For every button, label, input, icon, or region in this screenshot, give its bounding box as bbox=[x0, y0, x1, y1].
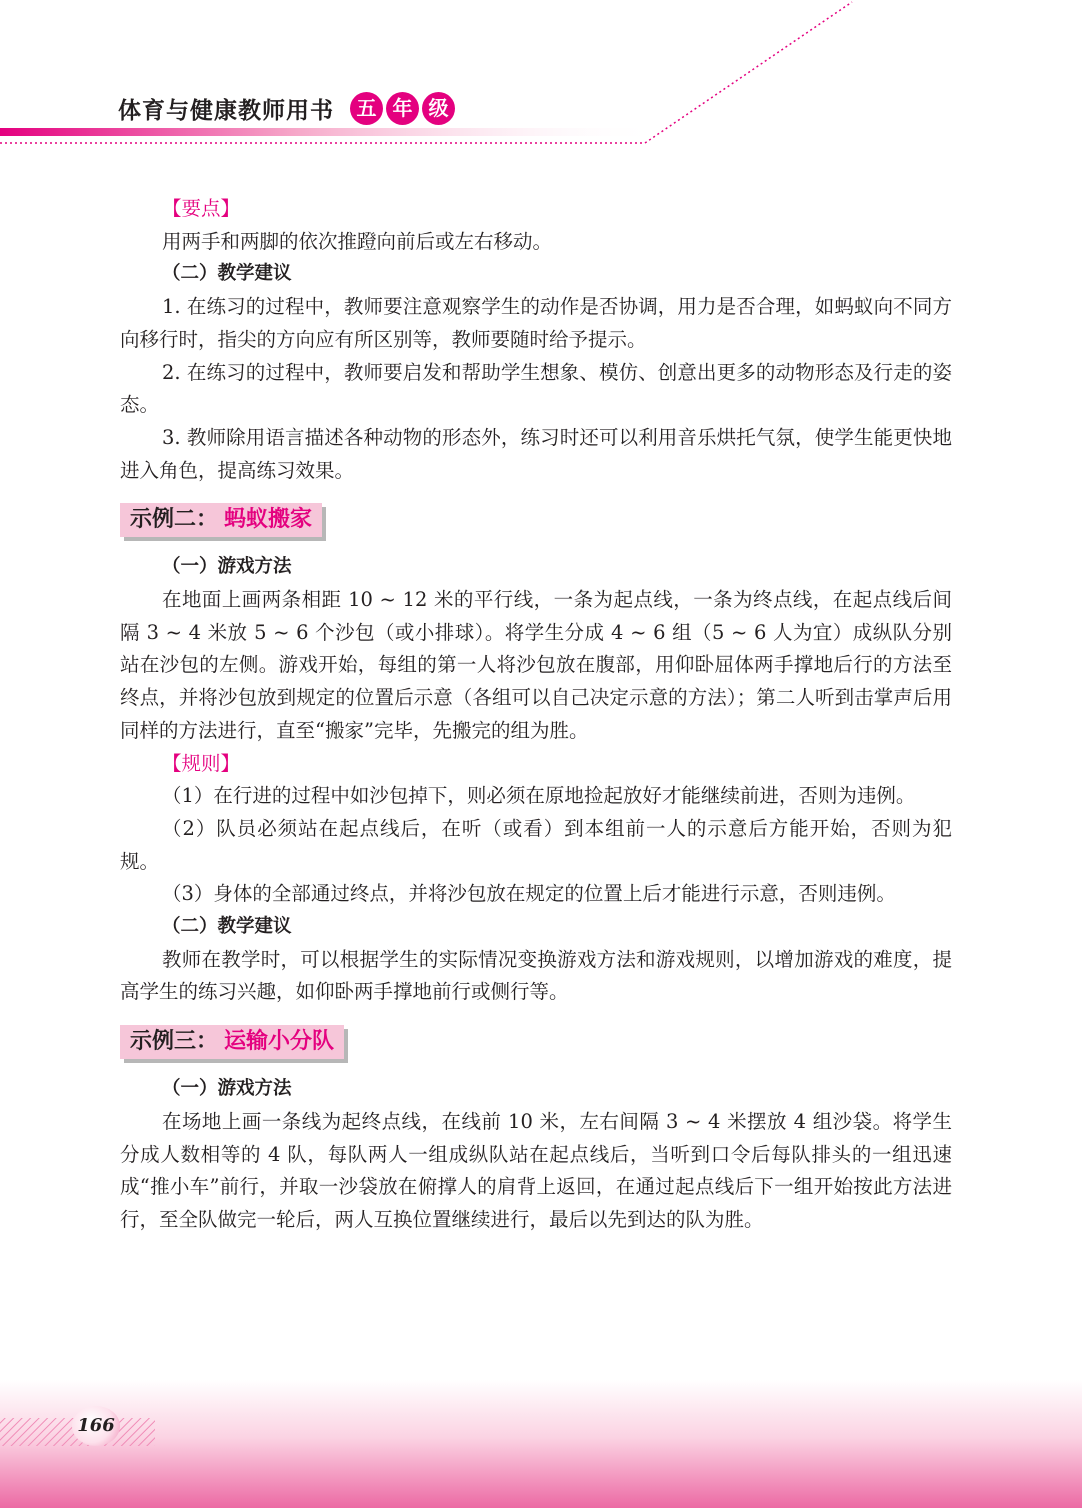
rule-item: （1）在行进的过程中如沙包掉下，则必须在原地捡起放好才能继续前进，否则为违例。 bbox=[162, 784, 916, 808]
grade-char: 级 bbox=[422, 92, 455, 125]
teaching-item: 3. 教师除用语言描述各种动物的形态外，练习时还可以利用音乐烘托气氛，使学生能更快地进入角色，提高练习效果。 bbox=[120, 425, 952, 482]
footer-decoration bbox=[0, 1380, 1082, 1508]
page-content bbox=[120, 193, 952, 1237]
rule-item: （2）队员必须站在起点线后，在听（或看）到本组前一人的示意后方能开始，否则为犯规。 bbox=[120, 816, 952, 873]
example2-heading bbox=[120, 503, 322, 537]
rules-label: 【规则】 bbox=[162, 751, 241, 775]
example3-name: 运输小分队 bbox=[224, 1028, 335, 1054]
key-points-label: 【要点】 bbox=[162, 197, 241, 220]
book-title: 体育与健康教师用书 bbox=[118, 97, 334, 124]
teaching-heading: （二）教学建议 bbox=[162, 916, 292, 938]
method-heading: （一）游戏方法 bbox=[162, 1078, 292, 1100]
page-header bbox=[0, 0, 1082, 150]
grade-char: 年 bbox=[386, 92, 419, 125]
teaching-item: 1. 在练习的过程中，教师要注意观察学生的动作是否协调，用力是否合理，如蚂蚁向不同方向移行时，指尖的方向应有所区别等，教师要随时给予提示。 bbox=[120, 295, 952, 351]
page-number: 166 bbox=[72, 1406, 120, 1446]
method-heading: （一）游戏方法 bbox=[162, 556, 292, 578]
key-points-text: 用两手和两脚的依次推蹬向前后或左右移动。 bbox=[162, 229, 553, 253]
grade-badges bbox=[350, 92, 455, 125]
teaching-text: 教师在教学时，可以根据学生的实际情况变换游戏方法和游戏规则，以增加游戏的难度，提高学生的练习兴趣，如仰卧两手撑地前行或侧行等。 bbox=[120, 947, 952, 1004]
rule-item: （3）身体的全部通过终点，并将沙包放在规定的位置上后才能进行示意，否则违例。 bbox=[162, 882, 896, 906]
method-text: 在场地上画一条线为起终点线，在线前 10 米，左右间隔 3 ~ 4 米摆放 4 组沙袋。将学生分成人数相等的 4 队，每队两人一组成纵队站在起点线后，当听到口令后每队排头的一组迅速成“推小车”前行，并取一沙袋放在俯撑人的肩背上返回，在通过起点线后下一组开始按此方法进行，至全队做完一轮后，两人互换位置继续进行，最后以先到达的队为胜。 bbox=[120, 1109, 952, 1231]
example2-name: 蚂蚁搬家 bbox=[224, 506, 313, 532]
example3-label: 示例三： bbox=[130, 1028, 219, 1054]
method-text: 在地面上画两条相距 10 ~ 12 米的平行线，一条为起点线，一条为终点线，在起点线后间隔 3 ~ 4 米放 5 ~ 6 个沙包（或小排球）。将学生分成 4 ~ 6 组（5 ~ 6 人为宜）成纵队分别站在沙包的左侧。游戏开始，每组的第一人将沙包放在腹部，用仰卧屈体两手撑地后行的方法至终点，并将沙包放到规定的位置后示意（各组可以自己决定示意的方法）；第二人听到击掌声后用同样的方法进行，直至“搬家”完毕，先搬完的组为胜。 bbox=[120, 588, 952, 742]
header-decoration bbox=[0, 0, 1082, 150]
grade-char: 五 bbox=[350, 92, 383, 125]
example2-label: 示例二： bbox=[130, 506, 219, 532]
teaching-item: 2. 在练习的过程中，教师要启发和帮助学生想象、模仿、创意出更多的动物形态及行走的姿态。 bbox=[120, 360, 952, 417]
page-footer bbox=[0, 1380, 1082, 1508]
example3-heading bbox=[120, 1025, 344, 1059]
teaching-heading: （二）教学建议 bbox=[162, 263, 292, 285]
